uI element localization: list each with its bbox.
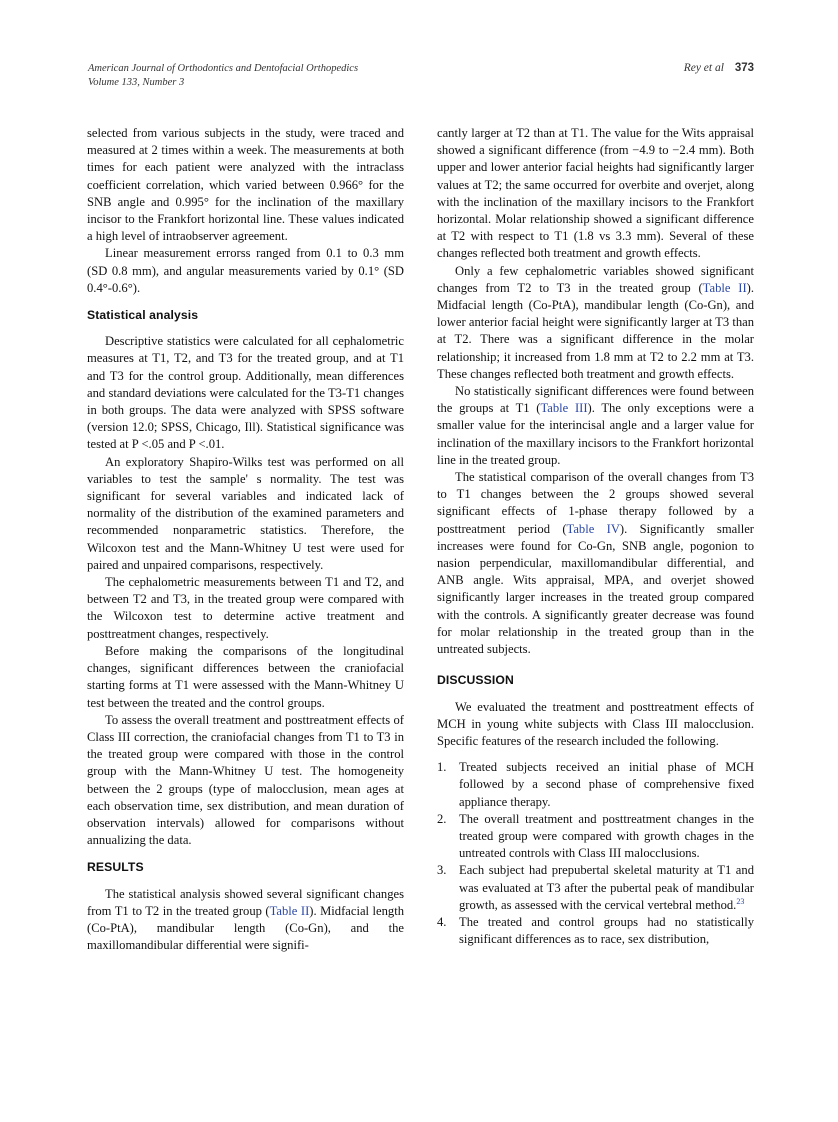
paragraph: The statistical comparison of the overall changes from T3 to T1 changes between the 2 groups showed several significant effects of 1-phase therapy followed by a posttreatment period (Table IV). Significantly smaller increases were found for Co-Gn, SNB angle, pogonion to nasion perpendicular, maxillomandibular differential, and ANB angle. Wits appraisal, MPA, and overjet showed significantly larger increases in the treated group compared with the controls. A significantly greater decrease was found for molar relationship in the treated group than in the untreated subjects. bbox=[437, 470, 754, 657]
paragraph: To assess the overall treatment and posttreatment effects of Class III correction, the craniofacial changes from T1 to T3 in the treated group were compared with those in the control group with the Mann-Whitney U test. The homogeneity between the 2 groups (type of malocclusion, mean ages at each observation time, sex distribution, and mean duration of observation intervals) allowed for comparisons without annualizing the data. bbox=[87, 712, 404, 848]
page-number: 373 bbox=[734, 62, 754, 74]
list-item: 2. The overall treatment and posttreatment changes in the treated group were compared with growth chages in the untreated controls with Class III malocclusions. bbox=[437, 811, 754, 861]
list-item: 1. Treated subjects received an initial phase of MCH followed by a second phase of comprehensive fixed appliance therapy. bbox=[437, 760, 754, 809]
paragraph: An exploratory Shapiro-Wilks test was performed on all variables to test the sample' s normality. The test was significant for several variables and indicated lack of normality of the distribution of the examined parameters and recommended nonparametric statistics. Therefore, the Wilcoxon test and the Mann-Whitney U test were used for paired and unpaired comparisons, respectively. bbox=[87, 454, 404, 572]
paragraph: No statistically significant differences were found between the groups at T1 (Table III). The only exceptions were a smaller value for the interincisal angle and a larger value for inclination of the maxillary incisors to the Frankfort horizontal line in the treated group. bbox=[437, 384, 754, 467]
journal-volume: Volume 133, Number 3 bbox=[88, 77, 185, 88]
running-header bbox=[88, 62, 754, 98]
list-item: 4. The treated and control groups had no statistically significant differences as to race, sex distribution, bbox=[437, 914, 754, 947]
page-info bbox=[684, 62, 754, 74]
paragraph: selected from various subjects in the study, were traced and measured at 2 times within a week. The measurements at both times for each patient were analyzed with the intraclass coefficient correlation, which varied between 0.966° for the SNB angle and 0.995° for the inclination of the maxillary incisor to the Frankfort horizontal line. These values indicated a high level of intraobserver agreement. bbox=[87, 126, 404, 244]
section-heading-results: RESULTS bbox=[87, 860, 144, 875]
paragraph: The cephalometric measurements between T1 and T2, and between T2 and T3, in the treated group were compared with the Wilcoxon test to determine active treatment and posttreatment changes, respectively. bbox=[87, 575, 404, 641]
right-column bbox=[437, 125, 754, 948]
table-link[interactable]: Table IV bbox=[566, 521, 620, 536]
table-link[interactable]: Table II bbox=[269, 903, 310, 918]
section-heading-statistical-analysis: Statistical analysis bbox=[87, 308, 199, 323]
paragraph: Descriptive statistics were calculated for all cephalometric measures at T1, T2, and T3 for the treated group, and at T1 and T3 for the control group. Additionally, mean differences and standard deviations were calculated for the T3-T1 changes in both groups. The data were analyzed with SPSS software (version 12.0; SPSS, Chicago, Ill). Statistical significance was tested at P <.05 and P <.01. bbox=[87, 334, 404, 452]
section-heading-discussion: DISCUSSION bbox=[437, 673, 514, 688]
paragraph: Only a few cephalometric variables showed significant changes from T2 to T3 in the treated group (Table II). Midfacial length (Co-PtA), mandibular length (Co-Gn), and lower anterior facial height were significantly larger at T3 than at T2. There was a significant difference in the molar relationship; it increased from 1.8 mm at T2 to 2.2 mm at T3. These changes reflected both treatment and growth effects. bbox=[437, 263, 755, 381]
paragraph: cantly larger at T2 than at T1. The value for the Wits appraisal showed a significant difference (from −4.9 to −2.4 mm). Both upper and lower anterior facial heights had significantly larger values at T2; the same occurred for overbite and overjet, along with the inclination of the maxillary incisors to the Frankfort horizontal. Molar relationship showed a significant difference at T2 with respect to T1 (1.8 vs 3.3 mm). Several of these changes reflected both treatment and growth effects. bbox=[437, 126, 754, 261]
paragraph: We evaluated the treatment and posttreatment effects of MCH in young white subjects with Class III malocclusion. Specific features of the research included the following. bbox=[437, 699, 754, 748]
list-item: 3. Each subject had prepubertal skeletal maturity at T1 and was evaluated at T3 after the pubertal peak of mandibular growth, as assessed with the cervical vertebral method.$^{23}$ bbox=[437, 863, 754, 912]
paragraph: Linear measurement errorss ranged from 0.1 to 0.3 mm (SD 0.8 mm), and angular measurements varied by 0.1° (SD 0.4°-0.6°). bbox=[87, 246, 404, 295]
feature-list bbox=[437, 759, 754, 948]
running-authors: Rey et al bbox=[683, 62, 724, 74]
left-column bbox=[87, 125, 404, 954]
table-link[interactable]: Table III bbox=[540, 401, 588, 416]
citation-link[interactable]: 23 bbox=[736, 896, 745, 906]
journal-name: American Journal of Orthodontics and Dentofacial Orthopedics bbox=[88, 63, 359, 74]
paragraph: The statistical analysis showed several significant changes from T1 to T2 in the treated group (Table II). Midfacial length (Co-PtA), mandibular length (Co-Gn), and the maxillomandibular differential were signifi- bbox=[87, 886, 404, 953]
table-link[interactable]: Table II bbox=[702, 280, 747, 295]
paragraph: Before making the comparisons of the longitudinal changes, significant differences between the craniofacial starting forms at T1 were assessed with the Mann-Whitney U test between the treated and the control groups. bbox=[87, 643, 404, 710]
